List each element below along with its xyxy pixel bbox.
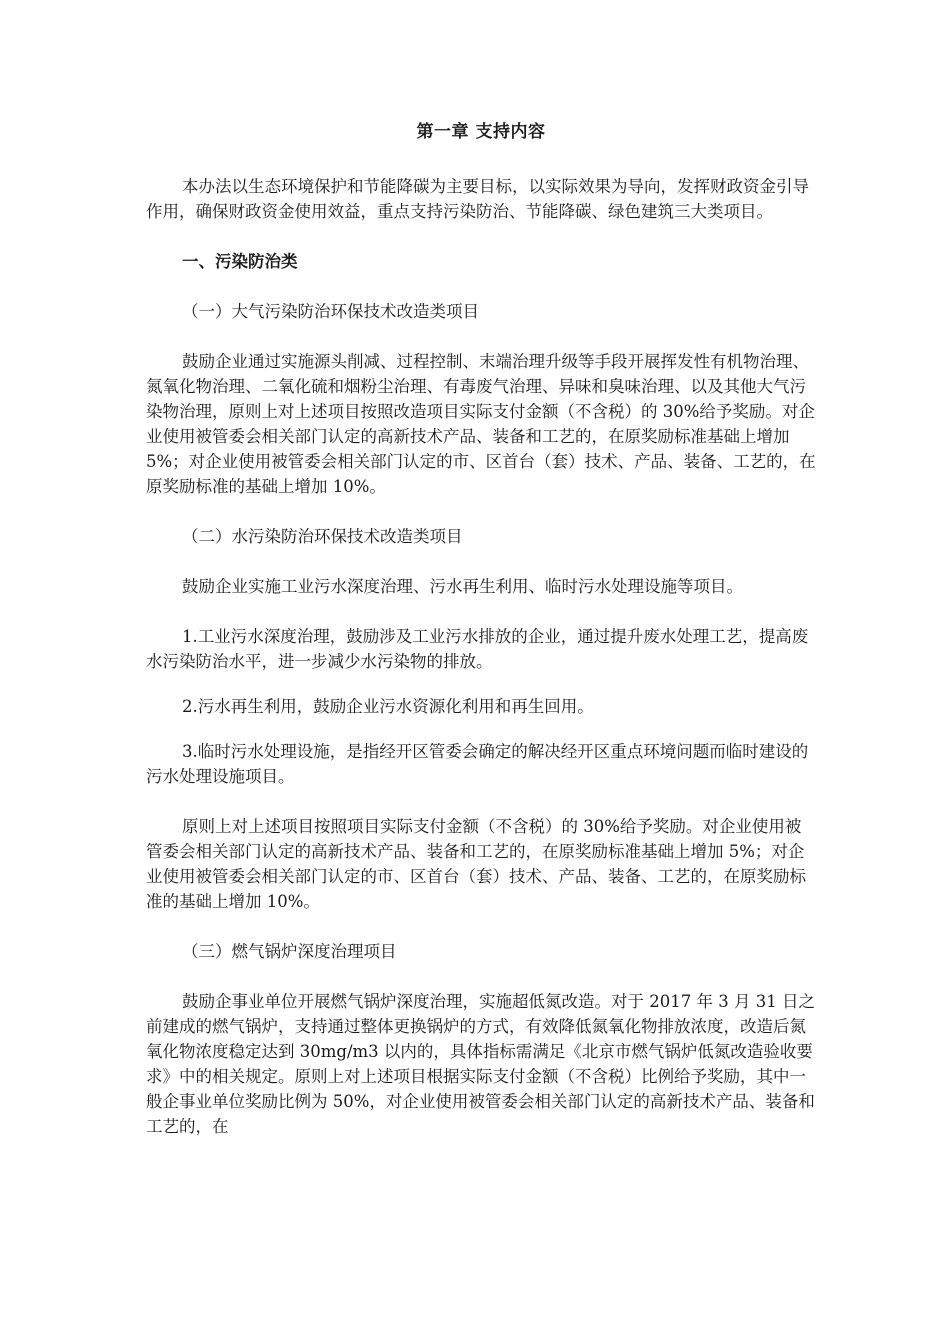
water-item-3: 3.临时污水处理设施，是指经开区管委会确定的解决经开区重点环境问题而临时建设的污水处理设施项目。	[146, 742, 809, 786]
subsection-heading-boiler: （三）燃气锅炉深度治理项目	[182, 942, 397, 961]
document-page	[146, 120, 816, 1139]
subsection-heading-water: （二）水污染防治环保技术改造类项目	[182, 527, 463, 546]
water-item-1: 1.工业污水深度治理，鼓励涉及工业污水排放的企业，通过提升废水处理工艺，提高废水污染防治水平，进一步减少水污染物的排放。	[146, 627, 809, 671]
water-item-2: 2.污水再生利用，鼓励企业污水资源化利用和再生回用。	[182, 697, 594, 716]
boiler-paragraph: 鼓励企事业单位开展燃气锅炉深度治理，实施超低氮改造。对于 2017 年 3 月 31 日之前建成的燃气锅炉，支持通过整体更换锅炉的方式，有效降低氮氧化物排放浓度，改造后氮氧化物浓度稳定达到 30mg/m3 以内的，具体指标需满足《北京市燃气锅炉低氮改造验收要求》中的相关规定。原则上对上述项目根据实际支付金额（不含税）比例给予奖励，其中一般企事业单位奖励比例为 50%，对企业使用被管委会相关部门认定的高新技术产品、装备和工艺的，在	[146, 992, 815, 1136]
section-heading-pollution: 一、污染防治类	[182, 252, 298, 271]
subsection-heading-air: （一）大气污染防治环保技术改造类项目	[182, 302, 479, 321]
intro-paragraph: 本办法以生态环境保护和节能降碳为主要目标，以实际效果为导向，发挥财政资金引导作用，确保财政资金使用效益，重点支持污染防治、节能降碳、绿色建筑三大类项目。	[146, 177, 809, 221]
air-paragraph: 鼓励企业通过实施源头削减、过程控制、末端治理升级等手段开展挥发性有机物治理、氮氧化物治理、二氧化硫和烟粉尘治理、有毒废气治理、异味和臭味治理、以及其他大气污染物治理，原则上对上述项目按照改造项目实际支付金额（不含税）的 30%给予奖励。对企业使用被管委会相关部门认定的高新技术产品、装备和工艺的，在原奖励标准基础上增加 5%；对企业使用被管委会相关部门认定的市、区首台（套）技术、产品、装备、工艺的，在原奖励标准的基础上增加 10%。	[146, 352, 816, 496]
water-paragraph: 鼓励企业实施工业污水深度治理、污水再生利用、临时污水处理设施等项目。	[182, 577, 743, 596]
water-reward-paragraph: 原则上对上述项目按照项目实际支付金额（不含税）的 30%给予奖励。对企业使用被管委会相关部门认定的高新技术产品、装备和工艺的，在原奖励标准基础上增加 5%；对企业使用被管委会相关部门认定的市、区首台（套）技术、产品、装备、工艺的，在原奖励标准的基础上增加 10%。	[146, 817, 806, 911]
chapter-title: 第一章 支持内容	[416, 122, 546, 142]
